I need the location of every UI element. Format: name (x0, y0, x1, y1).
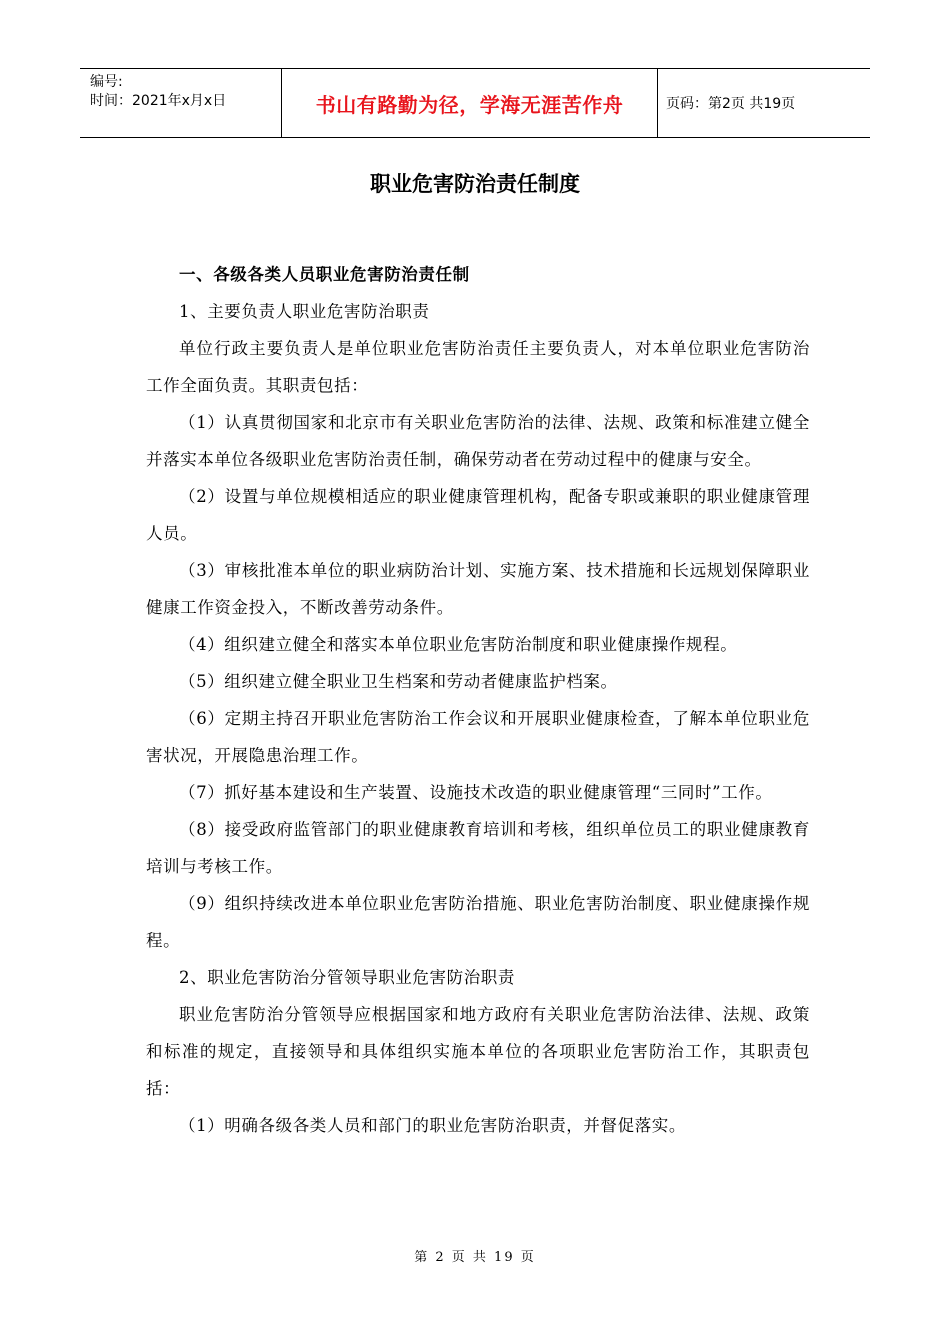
page-footer: 第 2 页 共 19 页 (414, 1250, 536, 1265)
subsection-heading: 2、职业危害防治分管领导职业危害防治职责 (179, 968, 515, 987)
time-label: 时间：2021年x月x日 (90, 93, 227, 109)
header-meta (80, 69, 282, 137)
list-item: （4）组织建立健全和落实本单位职业危害防治制度和职业健康操作规程。 (179, 635, 738, 654)
body-paragraph: 职业危害防治分管领导应根据国家和地方政府有关职业危害防治法律、法规、政策和标准的规定，直接领导和具体组织实施本单位的各项职业危害防治工作，其职责包括： (146, 1005, 810, 1098)
list-item: （1）认真贯彻国家和北京市有关职业危害防治的法律、法规、政策和标准建立健全并落实本单位各级职业危害防治责任制，确保劳动者在劳动过程中的健康与安全。 (146, 413, 810, 469)
list-item: （5）组织建立健全职业卫生档案和劳动者健康监护档案。 (179, 672, 618, 691)
document-body (146, 256, 810, 1144)
document-title: 职业危害防治责任制度 (370, 172, 580, 196)
serial-label: 编号: (90, 74, 123, 90)
subsection-heading: 1、主要负责人职业危害防治职责 (179, 302, 430, 321)
list-item: （6）定期主持召开职业危害防治工作会议和开展职业健康检查，了解本单位职业危害状况，开展隐患治理工作。 (146, 709, 810, 765)
list-item: （9）组织持续改进本单位职业危害防治措施、职业危害防治制度、职业健康操作规程。 (146, 894, 810, 950)
list-item: （3）审核批准本单位的职业病防治计划、实施方案、技术措施和长远规划保障职业健康工作资金投入，不断改善劳动条件。 (146, 561, 810, 617)
header-motto: 书山有路勤为径，学海无涯苦作舟 (282, 69, 658, 137)
list-item: （7）抓好基本建设和生产装置、设施技术改造的职业健康管理“三同时”工作。 (179, 783, 773, 802)
list-item: （2）设置与单位规模相适应的职业健康管理机构，配备专职或兼职的职业健康管理人员。 (146, 487, 810, 543)
body-paragraph: 单位行政主要负责人是单位职业危害防治责任主要负责人，对本单位职业危害防治工作全面负责。其职责包括： (146, 339, 810, 395)
document-header (80, 68, 870, 138)
section-heading: 一、各级各类人员职业危害防治责任制 (179, 265, 470, 284)
list-item: （1）明确各级各类人员和部门的职业危害防治职责，并督促落实。 (179, 1116, 686, 1135)
header-page-info: 页码：第2页 共19页 (666, 96, 796, 112)
list-item: （8）接受政府监管部门的职业健康教育培训和考核，组织单位员工的职业健康教育培训与考核工作。 (146, 820, 810, 876)
